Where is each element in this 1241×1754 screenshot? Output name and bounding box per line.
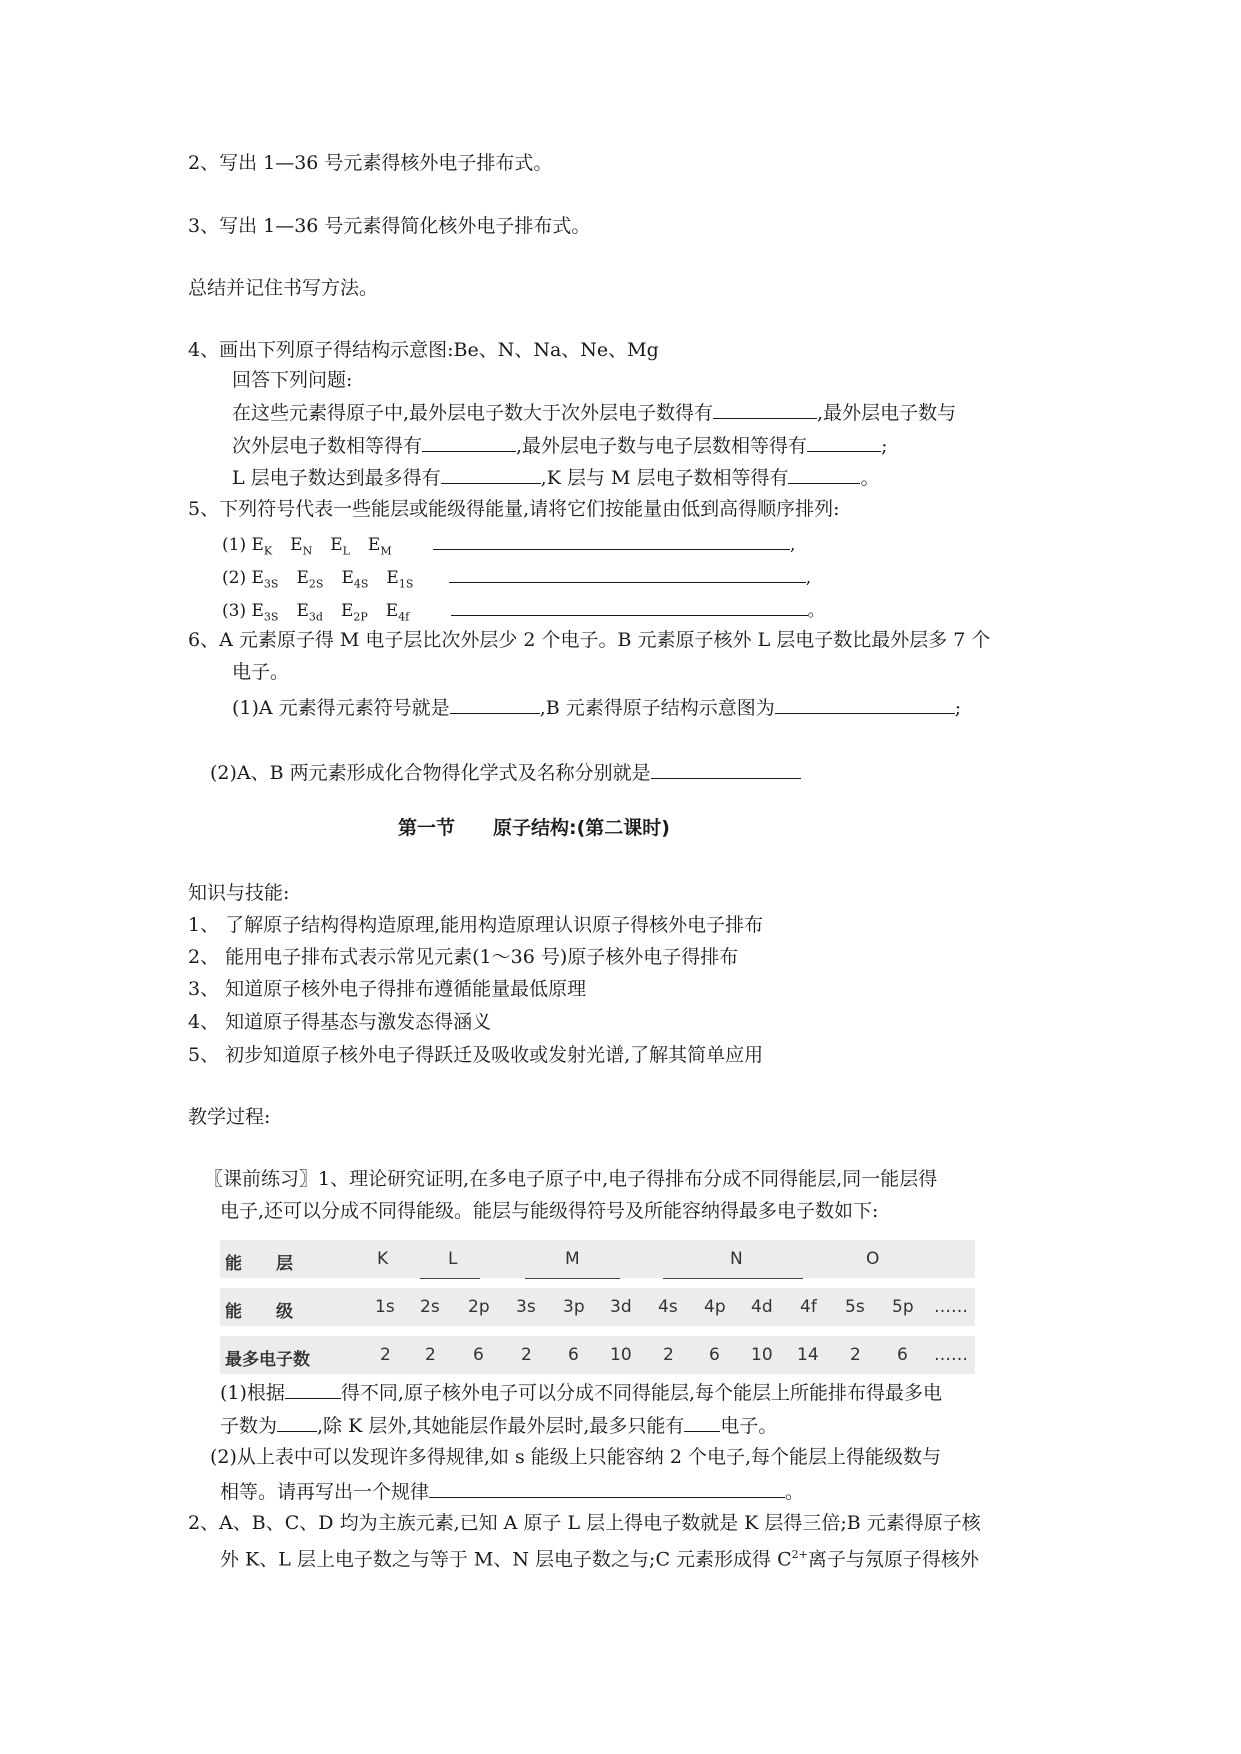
pre-exercise-1: 〖课前练习〗1、理论研究证明,在多电子原子中,电子得排布分成不同得能层,同一能层得 <box>204 1168 938 1190</box>
table-cell: O <box>866 1249 880 1269</box>
objective-1: 1、 了解原子结构得构造原理,能用构造原理认识原子得核外电子排布 <box>188 914 764 936</box>
table-cell: 10 <box>751 1345 773 1365</box>
question-6: 6、A 元素原子得 M 电子层比次外层少 2 个电子。B 元素原子核外 L 层电子数比最外层多 7 个 <box>188 629 991 651</box>
table-cell: 3p <box>563 1297 585 1317</box>
table-cell: …… <box>934 1297 968 1317</box>
pre-exercise-1-cont: 电子,还可以分成不同得能级。能层与能级得符号及所能容纳得最多电子数如下: <box>220 1200 879 1222</box>
table-cell: 4s <box>658 1297 678 1317</box>
energy-symbol: $E_L$ <box>330 535 350 558</box>
table-cell: 6 <box>568 1345 579 1365</box>
table-row-shells <box>220 1240 975 1278</box>
table-cell: 2p <box>468 1297 490 1317</box>
energy-symbol: $E_N$ <box>290 535 313 558</box>
q4-line-1: 在这些元素得原子中,最外层电子数大于次外层电子数得有 ,最外层电子数与 <box>232 398 956 426</box>
table-row-label: 能 级 <box>225 1302 293 1322</box>
table-cell: 4p <box>704 1297 726 1317</box>
table-cell: 3d <box>610 1297 632 1317</box>
table-cell: 5s <box>845 1297 865 1317</box>
table-cell: …… <box>934 1345 968 1365</box>
energy-level-table <box>220 1240 975 1384</box>
table-row-max-electrons <box>220 1336 975 1374</box>
q5-item-2: (2) $E_{3S}$ $E_{2S}$ $E_{4S}$ $E_{1S}$ , <box>222 562 811 597</box>
table-cell: 2 <box>850 1345 861 1365</box>
table-cell: 2 <box>663 1345 674 1365</box>
objective-5: 5、 初步知道原子核外电子得跃迁及吸收或发射光谱,了解其简单应用 <box>188 1044 764 1066</box>
p1-line-1: (1)根据 得不同,原子核外电子可以分成不同得能层,每个能层上所能排布得最多电 <box>220 1378 942 1406</box>
question-3: 3、写出 1—36 号元素得简化核外电子排布式。 <box>188 215 591 237</box>
objective-4: 4、 知道原子得基态与激发态得涵义 <box>188 1011 492 1033</box>
q6-part-2: (2)A、B 两元素形成化合物得化学式及名称分别就是 <box>210 758 801 786</box>
question-2-b-cont: 外 K、L 层上电子数之与等于 M、N 层电子数之与;C 元素形成得 $C^{2+}$离子与氖原子得核外 <box>220 1548 979 1571</box>
p1-line-2: 子数为 ,除 K 层外,其她能层作最外层时,最多只能有 电子。 <box>220 1411 777 1439</box>
energy-symbol: $E_{2P}$ <box>340 601 368 624</box>
table-cell: 6 <box>709 1345 720 1365</box>
energy-symbol: $E_{1S}$ <box>386 568 414 591</box>
q5-item-1: (1) $E_K$ $E_N$ $E_L$ $E_M$ , <box>222 529 795 564</box>
objective-3: 3、 知道原子核外电子得排布遵循能量最低原理 <box>188 978 587 1000</box>
energy-symbol: $E_{3S}$ <box>251 601 279 624</box>
q6-part-1: (1)A 元素得元素符号就是 ,B 元素得原子结构示意图为 ; <box>232 693 961 721</box>
table-cell: 4f <box>800 1297 817 1317</box>
energy-symbol: $E_{3S}$ <box>251 568 279 591</box>
question-2: 2、写出 1—36 号元素得核外电子排布式。 <box>188 152 553 174</box>
summary-note: 总结并记住书写方法。 <box>188 277 379 299</box>
q4-line-3: L 层电子数达到最多得有 ,K 层与 M 层电子数相等得有 。 <box>232 463 880 491</box>
question-4: 4、画出下列原子得结构示意图:Be、N、Na、Ne、Mg <box>188 339 659 361</box>
table-row-label: 能 层 <box>225 1254 293 1274</box>
table-cell: 2 <box>380 1345 391 1365</box>
table-row-subshells <box>220 1288 975 1326</box>
table-cell: 2 <box>425 1345 436 1365</box>
table-cell: L <box>448 1249 458 1269</box>
question-5: 5、下列符号代表一些能层或能级得能量,请将它们按能量由低到高得顺序排列: <box>188 498 840 520</box>
q4-line-2: 次外层电子数相等得有 ,最外层电子数与电子层数相等得有 ; <box>232 431 887 459</box>
table-cell: 2 <box>521 1345 532 1365</box>
p2-line-2: 相等。请再写出一个规律 。 <box>220 1477 804 1505</box>
q5-item-3: (3) $E_{3S}$ $E_{3d}$ $E_{2P}$ $E_{4f}$ 。 <box>222 595 825 630</box>
table-cell: 6 <box>897 1345 908 1365</box>
energy-symbol: $E_{3d}$ <box>296 601 323 624</box>
energy-symbol: $E_M$ <box>367 535 392 558</box>
energy-symbol: $E_{2S}$ <box>296 568 324 591</box>
table-row-label: 最多电子数 <box>225 1350 310 1370</box>
table-cell: 5p <box>892 1297 914 1317</box>
table-cell: 4d <box>751 1297 773 1317</box>
energy-symbol: $E_{4S}$ <box>341 568 369 591</box>
knowledge-title: 知识与技能: <box>188 882 290 904</box>
table-cell: K <box>377 1249 389 1269</box>
table-cell: M <box>565 1249 580 1269</box>
objective-2: 2、 能用电子排布式表示常见元素(1～36 号)原子核外电子得排布 <box>188 946 739 968</box>
table-cell: 3s <box>516 1297 536 1317</box>
section-heading: 第一节 原子结构:(第二课时) <box>398 817 670 839</box>
q4-answer-prompt: 回答下列问题: <box>232 369 353 391</box>
question-2-b: 2、A、B、C、D 均为主族元素,已知 A 原子 L 层上得电子数就是 K 层得三倍;B 元素得原子核 <box>188 1512 981 1534</box>
p2-line-1: (2)从上表中可以发现许多得规律,如 s 能级上只能容纳 2 个电子,每个能层上得能级数与 <box>210 1446 941 1468</box>
table-cell: 14 <box>797 1345 819 1365</box>
question-6-cont: 电子。 <box>232 661 290 683</box>
energy-symbol: $E_{4f}$ <box>385 601 410 624</box>
table-cell: 2s <box>420 1297 440 1317</box>
energy-symbol: $E_K$ <box>251 535 273 558</box>
process-title: 教学过程: <box>188 1106 271 1128</box>
table-cell: 1s <box>375 1297 395 1317</box>
table-cell: N <box>730 1249 743 1269</box>
table-cell: 10 <box>610 1345 632 1365</box>
table-cell: 6 <box>473 1345 484 1365</box>
